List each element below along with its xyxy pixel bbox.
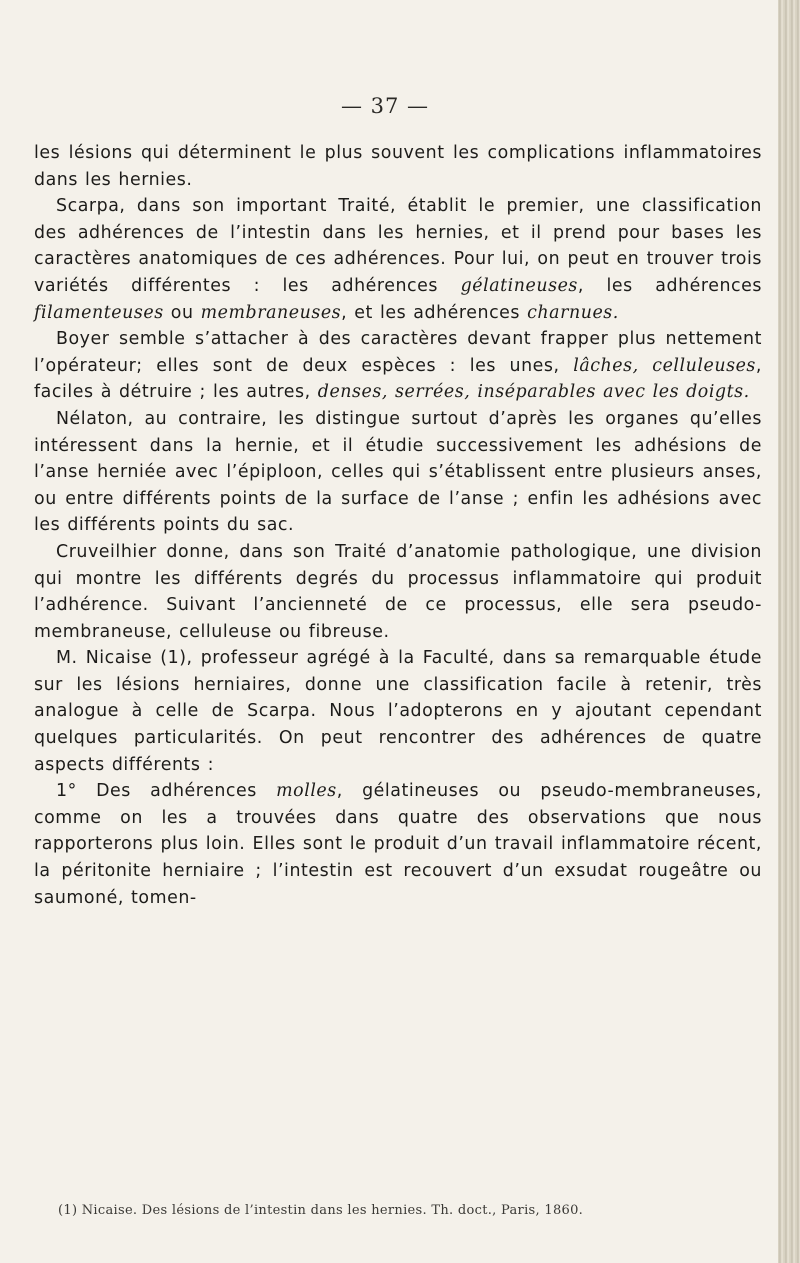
italic-text: lâches, celluleuses — [573, 355, 756, 376]
italic-text: charnues. — [527, 302, 619, 323]
paragraph — [34, 778, 762, 911]
text-run: , gélatineuses ou pseudo-membraneuses, comme on les a trouvées dans quatre des observations que nous rapporterons plus loin. Elles sont le produit d’un travail inflammatoire récent, la péritonite herniaire ; l’intestin est recouvert d’un exsudat rougeâtre ou saumoné, tomen- — [34, 781, 762, 908]
text-run: Boyer semble s’attacher à des caractères devant frapper plus nettement l’opérateur; elles sont de deux espèces : les unes, — [34, 329, 762, 376]
paragraph — [34, 193, 762, 326]
paragraph — [34, 645, 762, 778]
paragraph — [34, 140, 762, 193]
paragraph — [34, 406, 762, 539]
text-run: Cruveilhier donne, dans son Traité d’anatomie pathologique, une division qui montre les différents degrés du processus inflammatoire qui produit l’adhérence. Suivant l’ancienneté de ce processus, elle sera pseudo-membraneuse, celluleuse ou fibreuse. — [34, 541, 762, 642]
page-edge — [778, 0, 800, 1263]
page-number: — 37 — — [340, 94, 430, 118]
italic-text: filamenteuses — [34, 302, 164, 323]
text-run: 1° Des adhérences — [56, 781, 277, 802]
text-run: , et les adhérences — [341, 302, 528, 323]
text-run: ou — [163, 302, 201, 323]
text-run: , les adhérences — [577, 275, 763, 296]
text-run: Nélaton, au contraire, les distingue surtout d’après les organes qu’elles intéressent dans la hernie, et il étudie successivement les adhésions de l’anse herniée avec l’épiploon, celles qui s’établissent entre plusieurs anses, ou entre différents points de la surface de l’anse ; enfin les adhésions avec les différents points du sac. — [34, 408, 762, 536]
text-run: les lésions qui déterminent le plus souvent les complications inflammatoires dans les hernies. — [34, 143, 762, 190]
paragraph — [34, 539, 762, 645]
italic-text: molles — [276, 781, 337, 802]
italic-text: denses, serrées, inséparables avec les doigts. — [317, 382, 750, 403]
paragraph — [34, 326, 762, 406]
italic-text: membraneuses — [200, 302, 342, 323]
text-run: Scarpa, dans son important Traité, établit le premier, une classification des adhérences de l’intestin dans les hernies, et il prend pour bases les caractères anatomiques de ces adhérences. Pour lui, on peut en trouver trois variétés différentes : les adhérences — [34, 196, 762, 296]
italic-text: gélatineuses — [460, 275, 578, 296]
body-text — [34, 140, 762, 911]
text-run: , faciles à détruire ; les autres, — [34, 355, 762, 403]
text-run: M. Nicaise (1), professeur agrégé à la Faculté, dans sa remarquable étude sur les lésions herniaires, donne une classification facile à retenir, très analogue à celle de Scarpa. Nous l’adopterons en y ajoutant cependant quelques particularités. On peut rencontrer des adhérences de quatre aspects différents : — [34, 648, 762, 775]
footnote: (1) Nicaise. Des lésions de l’intestin dans les hernies. Th. doct., Paris, 1860. — [58, 1203, 584, 1218]
